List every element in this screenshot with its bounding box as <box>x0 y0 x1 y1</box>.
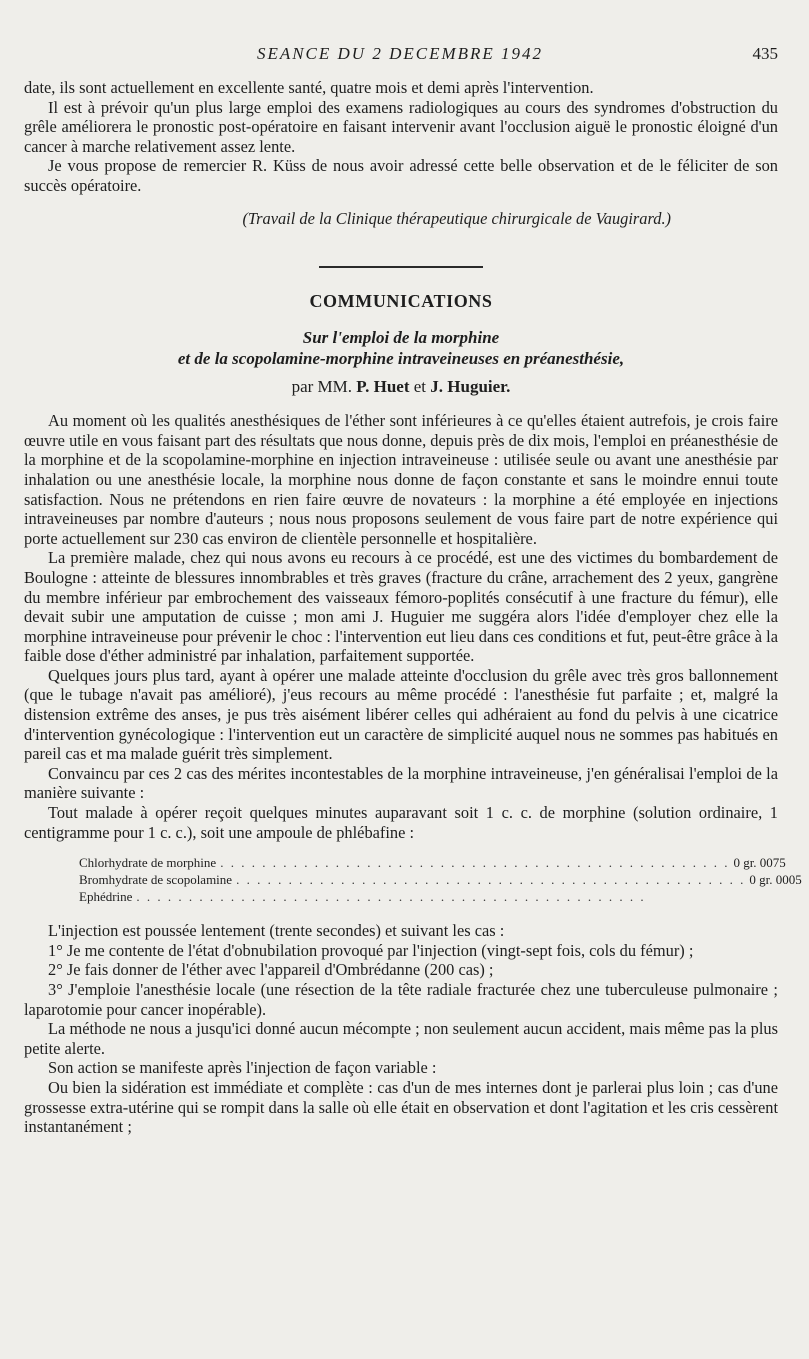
paragraph: Au moment où les qualités anesthésiques de l'éther sont inférieures à ce qu'elles étaient autrefois, je crois faire œuvre utile en vous faisant part des résultats que nous donne, depuis près de dix mois, l'emploi en préanesthésie de la morphine et de la scopolamine-morphine en injection intraveineuse : utilisée seule ou avant une anesthésie par inhalation ou une anesthésie locale, la morphine nous donne de façon constante et sans le moindre ennui toute satisfaction. Nous ne prétendons en rien faire œuvre de novateurs : la morphine a été employée en injections intraveineuses par nombre d'auteurs ; nous nous proposons seulement de vous faire part de notre expérience qui porte actuellement sur 230 cas environ de clientèle personnelle et hospitalière. <box>24 411 778 548</box>
section-divider <box>319 266 483 268</box>
page-number: 435 <box>752 44 778 63</box>
formula-row <box>79 871 802 888</box>
article-title-line: et de la scopolamine-morphine intraveineuses en préanesthésie, <box>177 349 625 369</box>
author-name: J. Huguier. <box>430 377 511 397</box>
page-header <box>0 44 800 70</box>
formula-row <box>79 854 786 871</box>
running-title: SEANCE DU 2 DECEMBRE 1942 <box>256 44 544 63</box>
formula-table <box>79 854 802 905</box>
paragraph: Il est à prévoir qu'un plus large emploi des examens radiologiques au cours des syndromes d'obstruction du grêle améliorera le pronostic post-opératoire en faisant intervenir avant l'occlusion aiguë le pronostic éloigné d'un cancer à marche relativement assez lente. <box>24 97 778 156</box>
paragraph: L'injection est poussée lentement (trente secondes) et suivant les cas : <box>48 921 505 941</box>
paragraph: Je vous propose de remercier R. Küss de nous avoir adressé cette belle observation et de le féliciter de son succès opératoire. <box>24 156 778 195</box>
paragraph: Son action se manifeste après l'injection de façon variable : <box>48 1058 437 1078</box>
paragraph: Tout malade à opérer reçoit quelques minutes auparavant soit 1 c. c. de morphine (solution ordinaire, 1 centigramme pour 1 c. c.), soit une ampoule de phlébafine : <box>24 803 778 842</box>
section-title: COMMUNICATIONS <box>309 291 493 312</box>
ingredient-name: Chlorhydrate de morphine <box>79 855 217 871</box>
ingredient-name: Ephédrine <box>79 889 133 905</box>
article-title-line: Sur l'emploi de la morphine <box>302 328 500 348</box>
paragraph: 1° Je me contente de l'état d'obnubilation provoqué par l'injection (vingt-sept fois, cols du fémur) ; <box>48 940 694 960</box>
dot-leader: . . . . . . . . . . . . . . . . . . . . . . . . . . . . . . . . . . . . . . . . . . . . . . . . . <box>220 855 730 871</box>
paragraph: La première malade, chez qui nous avons eu recours à ce procédé, est une des victimes du bombardement de Boulogne : atteinte de blessures innombrables et très graves (fracture du crâne, arrachement des 2 yeux, gangrène du membre inférieur par embrochement des vaisseaux fémoro-poplités consécutif à une fracture du fémur), elle devait subir une amputation de cuisse ; mon ami J. Huguier me suggéra alors l'idée d'employer chez elle la morphine intraveineuse pour prévenir le choc : l'intervention eut lieu dans ces conditions et fut, peut-être grâce à la faible dose d'éther administré par inhalation, parfaitement supportée. <box>24 548 778 666</box>
paragraph: Convaincu par ces 2 cas des mérites incontestables de la morphine intraveineuse, j'en généralisai l'emploi de la manière suivante : <box>24 763 778 803</box>
dot-leader: . . . . . . . . . . . . . . . . . . . . . . . . . . . . . . . . . . . . . . . . . . . . . . . . . <box>236 872 746 888</box>
ingredient-name: Bromhydrate de scopolamine <box>79 872 233 888</box>
paragraph: date, ils sont actuellement en excellente santé, quatre mois et demi après l'intervention. <box>24 78 594 97</box>
report-signature: (Travail de la Clinique thérapeutique chirurgicale de Vaugirard.) <box>242 208 671 228</box>
dot-leader: . . . . . . . . . . . . . . . . . . . . . . . . . . . . . . . . . . . . . . . . . . . . . . . . . <box>136 889 646 905</box>
paragraph: La méthode ne nous a jusqu'ici donné aucun mécompte ; non seulement aucun accident, mais même pas la plus petite alerte. <box>24 1019 778 1058</box>
author-name: P. Huet <box>356 377 410 397</box>
paragraph: 3° J'emploie l'anesthésie locale (une résection de la tête radiale fracturée chez une tuberculeuse pulmonaire ; laparotomie pour cancer inopérable). <box>24 980 778 1019</box>
paragraph: 2° Je fais donner de l'éther avec l'appareil d'Ombrédanne (200 cas) ; <box>48 960 494 980</box>
article-title <box>24 327 778 369</box>
report-conclusion <box>24 78 778 228</box>
formula-row <box>79 888 719 905</box>
page-body <box>24 78 802 1137</box>
authors-prefix: par MM. <box>291 377 353 397</box>
paragraph: Quelques jours plus tard, ayant à opérer une malade atteinte d'occlusion du grêle avec très gros ballonnement (que le tubage n'avait pas amélioré), j'eus recours au même procédé : l'anesthésie fut parfaite ; et, malgré la distension extrême des anses, je pus très aisément libérer celles qui adhéraient au fond du pelvis à une cicatrice d'intervention gynécologique : l'intervention eut un caractère de simplicité auquel nous ne sommes pas habitués en pareil cas et ma malade guérit très simplement. <box>24 665 778 764</box>
ingredient-dose: 0 gr. 0005 <box>749 872 802 888</box>
ingredient-dose: 0 gr. 0075 <box>733 855 786 871</box>
article-body <box>24 411 802 1137</box>
article-authors <box>24 377 778 397</box>
paragraph: Ou bien la sidération est immédiate et complète : cas d'un de mes internes dont je parlerai plus loin ; cas d'une grossesse extra-utérine qui se rompit dans la salle où elle était en observation et dont l'agitation et les cris cessèrent instantanément ; <box>24 1077 778 1137</box>
authors-join: et <box>413 377 427 397</box>
